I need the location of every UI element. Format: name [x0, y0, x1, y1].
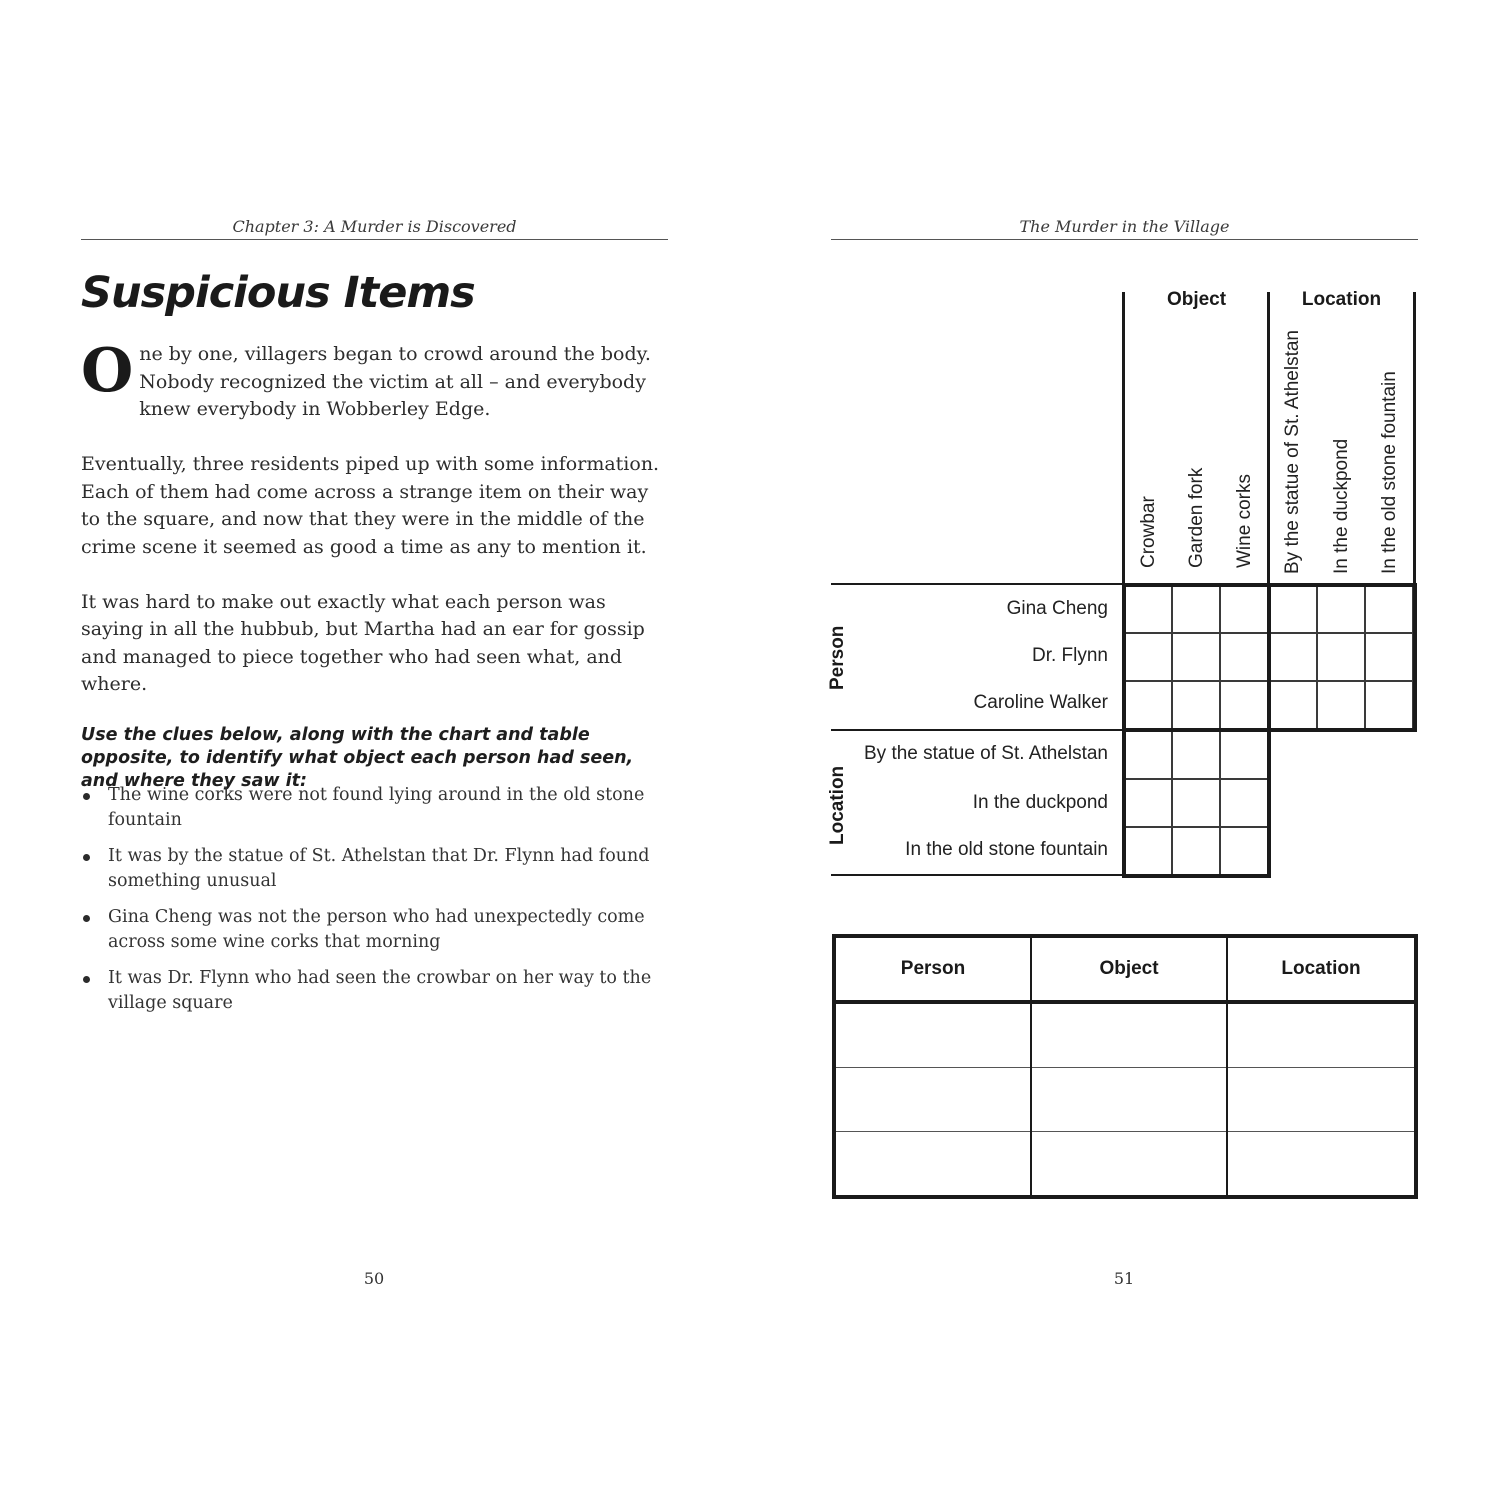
- grid-cell[interactable]: [1220, 731, 1268, 779]
- story-paragraph: Eventually, three residents piped up with some information. Each of them had come across a strange item on their way to the square, and now that they were in the middle of the crime scene it seemed as good a time as any to mention it.: [81, 453, 660, 558]
- column-label-garden-fork: Garden fork: [1186, 467, 1207, 568]
- answer-header-object: Object: [1031, 936, 1227, 1002]
- grid-cell[interactable]: [1220, 585, 1268, 633]
- grid-cell[interactable]: [1220, 681, 1268, 729]
- answer-cell[interactable]: [1031, 1068, 1227, 1132]
- row-label-dr-flynn: Dr. Flynn: [1031, 645, 1108, 666]
- grid-cell[interactable]: [1172, 585, 1220, 633]
- row-label-gina-cheng: Gina Cheng: [1006, 598, 1108, 619]
- grid-cell[interactable]: [1124, 633, 1172, 681]
- column-label-fountain: In the old stone fountain: [1379, 371, 1400, 574]
- column-label-statue: By the statue of St. Athelstan: [1282, 330, 1303, 574]
- grid-cell[interactable]: [1220, 633, 1268, 681]
- answer-header-location: Location: [1227, 936, 1416, 1002]
- intro-text: ne by one, villagers began to crowd around the body. Nobody recognized the victim at all – and everybody knew everybody in Wobberley Edge.: [139, 343, 651, 420]
- answer-header-person: Person: [834, 936, 1031, 1002]
- drop-cap: O: [81, 336, 134, 406]
- grid-cell[interactable]: [1220, 779, 1268, 827]
- clue-item: It was Dr. Flynn who had seen the crowbar on her way to the village square: [81, 966, 671, 1016]
- row-label-caroline-walker: Caroline Walker: [973, 692, 1108, 713]
- clue-item: Gina Cheng was not the person who had unexpectedly come across some wine corks that morning: [81, 905, 671, 955]
- grid-cell[interactable]: [1172, 681, 1220, 729]
- grid-cell[interactable]: [1269, 633, 1317, 681]
- grid-cell[interactable]: [1220, 827, 1268, 875]
- row-group-person: Person: [827, 625, 848, 690]
- row-group-rule: [831, 583, 1125, 585]
- answer-cell[interactable]: [1227, 1068, 1416, 1132]
- grid-cell[interactable]: [1124, 731, 1172, 779]
- right-page-number: 51: [1113, 1269, 1135, 1288]
- answer-row: [834, 1068, 1416, 1132]
- grid-cell[interactable]: [1365, 633, 1413, 681]
- column-group-object: Object: [1166, 289, 1227, 310]
- grid-cell[interactable]: [1317, 633, 1365, 681]
- left-page-number: 50: [363, 1269, 385, 1288]
- column-label-duckpond: In the duckpond: [1331, 438, 1352, 574]
- answer-cell[interactable]: [1031, 1132, 1227, 1198]
- grid-cell[interactable]: [1172, 633, 1220, 681]
- header-divider: [1413, 292, 1416, 586]
- row-group-rule: [831, 729, 1125, 731]
- answer-cell[interactable]: [834, 1132, 1031, 1198]
- row-group-location: Location: [827, 765, 848, 845]
- column-label-wine-corks: Wine corks: [1234, 474, 1255, 568]
- clue-item: The wine corks were not found lying around in the old stone fountain: [81, 783, 671, 833]
- answer-cell[interactable]: [1227, 1002, 1416, 1068]
- page-title: Suspicious Items: [81, 268, 475, 318]
- header-divider: [1267, 292, 1270, 586]
- row-label-statue: By the statue of St. Athelstan: [864, 743, 1108, 764]
- row-group-rule: [831, 874, 1125, 876]
- grid-cell[interactable]: [1124, 827, 1172, 875]
- grid-cell[interactable]: [1269, 681, 1317, 729]
- grid-cell[interactable]: [1124, 681, 1172, 729]
- grid-cell[interactable]: [1172, 827, 1220, 875]
- right-running-head: The Murder in the Village: [1019, 217, 1230, 236]
- grid-cell[interactable]: [1124, 779, 1172, 827]
- puzzle-instructions: Use the clues below, along with the chart and table opposite, to identify what object each person had seen, and where they saw it:: [81, 725, 634, 791]
- answer-cell[interactable]: [834, 1068, 1031, 1132]
- grid-cell[interactable]: [1172, 779, 1220, 827]
- answer-row: [834, 1132, 1416, 1198]
- answer-cell[interactable]: [834, 1002, 1031, 1068]
- answer-cell[interactable]: [1227, 1132, 1416, 1198]
- grid-cell[interactable]: [1365, 585, 1413, 633]
- left-running-head: Chapter 3: A Murder is Discovered: [232, 217, 517, 236]
- answer-cell[interactable]: [1031, 1002, 1227, 1068]
- story-paragraph: It was hard to make out exactly what each person was saying in all the hubbub, but Martha had an ear for gossip and managed to piece together who had seen what, and where.: [81, 590, 645, 695]
- grid-cell[interactable]: [1365, 681, 1413, 729]
- header-divider: [1122, 292, 1125, 586]
- answer-table: [832, 934, 1418, 1199]
- grid-cell[interactable]: [1269, 585, 1317, 633]
- grid-cell[interactable]: [1317, 681, 1365, 729]
- clue-item: It was by the statue of St. Athelstan that Dr. Flynn had found something unusual: [81, 844, 671, 894]
- grid-cell[interactable]: [1172, 731, 1220, 779]
- column-label-crowbar: Crowbar: [1138, 496, 1159, 568]
- column-group-location: Location: [1301, 289, 1382, 310]
- answer-row: [834, 1002, 1416, 1068]
- grid-cell[interactable]: [1124, 585, 1172, 633]
- row-label-duckpond: In the duckpond: [972, 792, 1108, 813]
- row-label-fountain: In the old stone fountain: [905, 839, 1108, 860]
- grid-cell[interactable]: [1317, 585, 1365, 633]
